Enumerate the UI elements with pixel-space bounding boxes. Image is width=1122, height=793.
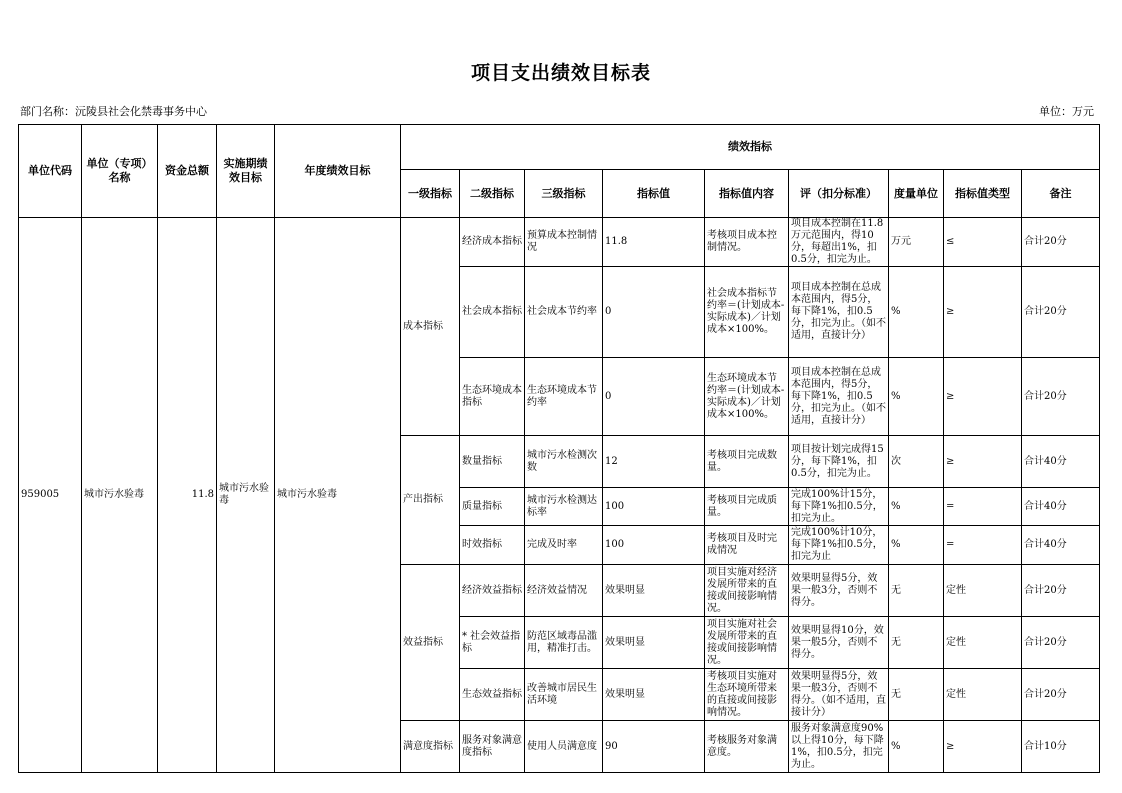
value-type-cell: =	[944, 526, 1022, 565]
header-measure-unit: 度量单位	[889, 170, 944, 218]
value-cell: 0	[603, 358, 705, 436]
level1-cell: 满意度指标	[401, 721, 460, 773]
value-type-cell: 定性	[944, 669, 1022, 721]
header-level1: 一级指标	[401, 170, 460, 218]
header-total-fund: 资金总额	[158, 125, 217, 218]
value-cell: 效果明显	[603, 669, 705, 721]
header-content: 指标值内容	[705, 170, 789, 218]
level1-cell: 产出指标	[401, 436, 460, 565]
header-unit-name: 单位（专项）名称	[82, 125, 158, 218]
level2-cell: 经济成本指标	[460, 218, 525, 267]
value-type-cell: ≥	[944, 721, 1022, 773]
criteria-cell: 项目成本控制在总成本范围内，得5分，每下降1%，扣0.5分，扣完为止。（如不适用，直接计分）	[789, 267, 889, 358]
remark-cell: 合计20分	[1022, 267, 1100, 358]
content-cell: 考核项目完成质量。	[705, 488, 789, 526]
criteria-cell: 项目成本控制在11.8万元范围内，得10分，每超出1%，扣0.5分，扣完为止。	[789, 218, 889, 267]
level2-cell: 数量指标	[460, 436, 525, 488]
remark-cell: 合计20分	[1022, 565, 1100, 617]
content-cell: 考核项目成本控制情况。	[705, 218, 789, 267]
level2-cell: 时效指标	[460, 526, 525, 565]
level3-cell: 经济效益情况	[525, 565, 603, 617]
page-title: 项目支出绩效目标表	[470, 62, 651, 84]
level3-cell: 城市污水检测达标率	[525, 488, 603, 526]
content-cell: 生态环境成本节约率＝(计划成本-实际成本)／计划成本×100%。	[705, 358, 789, 436]
header-period-goal: 实施期绩效目标	[217, 125, 275, 218]
level3-cell: 改善城市居民生活环境	[525, 669, 603, 721]
criteria-cell: 项目按计划完成得15分，每下降1%，扣0.5分，扣完为止。	[789, 436, 889, 488]
remark-cell: 合计10分	[1022, 721, 1100, 773]
annual-goal-cell: 城市污水验毒	[275, 218, 401, 773]
header-unit-code: 单位代码	[19, 125, 82, 218]
content-cell: 考核项目完成数量。	[705, 436, 789, 488]
value-cell: 100	[603, 526, 705, 565]
measure-unit-cell: %	[889, 526, 944, 565]
header-level3: 三级指标	[525, 170, 603, 218]
header-performance: 绩效指标	[401, 125, 1100, 170]
content-cell: 考核服务对象满意度。	[705, 721, 789, 773]
criteria-cell: 服务对象满意度90%以上得10分，每下降1%，扣0.5分，扣完为止。	[789, 721, 889, 773]
measure-unit-cell: 无	[889, 669, 944, 721]
performance-target-table	[18, 124, 1100, 773]
value-cell: 效果明显	[603, 617, 705, 669]
remark-cell: 合计20分	[1022, 617, 1100, 669]
value-type-cell: =	[944, 488, 1022, 526]
level2-cell: 质量指标	[460, 488, 525, 526]
measure-unit-cell: 万元	[889, 218, 944, 267]
value-type-cell: 定性	[944, 617, 1022, 669]
measure-unit-cell: %	[889, 267, 944, 358]
remark-cell: 合计40分	[1022, 488, 1100, 526]
measure-unit-cell: %	[889, 721, 944, 773]
criteria-cell: 效果明显得5分，效果一般3分，否则不得分。	[789, 565, 889, 617]
value-type-cell: ≥	[944, 358, 1022, 436]
header-value: 指标值	[603, 170, 705, 218]
department-name: 部门名称：沅陵县社会化禁毒事务中心	[20, 105, 207, 118]
measure-unit-cell: 无	[889, 565, 944, 617]
level2-cell: 经济效益指标	[460, 565, 525, 617]
level3-cell: 城市污水检测次数	[525, 436, 603, 488]
value-type-cell: ≥	[944, 267, 1022, 358]
value-cell: 11.8	[603, 218, 705, 267]
level2-cell: 社会成本指标	[460, 267, 525, 358]
value-cell: 0	[603, 267, 705, 358]
value-type-cell: ≤	[944, 218, 1022, 267]
measure-unit-cell: 无	[889, 617, 944, 669]
content-cell: 项目实施对社会发展所带来的直接或间接影响情况。	[705, 617, 789, 669]
unit-label: 单位：万元	[1039, 105, 1094, 118]
remark-cell: 合计40分	[1022, 436, 1100, 488]
value-cell: 90	[603, 721, 705, 773]
period-goal-cell: 城市污水验毒	[217, 218, 275, 773]
level3-cell: 防范区域毒品滥用，精准打击。	[525, 617, 603, 669]
remark-cell: 合计20分	[1022, 218, 1100, 267]
level3-cell: 使用人员满意度	[525, 721, 603, 773]
value-cell: 效果明显	[603, 565, 705, 617]
level2-cell: * 社会效益指标	[460, 617, 525, 669]
content-cell: 社会成本指标节约率＝(计划成本-实际成本)／计划成本×100%。	[705, 267, 789, 358]
table-row	[19, 218, 1100, 267]
remark-cell: 合计40分	[1022, 526, 1100, 565]
value-type-cell: 定性	[944, 565, 1022, 617]
measure-unit-cell: %	[889, 488, 944, 526]
unit-code-cell: 959005	[19, 218, 82, 773]
header-annual-goal: 年度绩效目标	[275, 125, 401, 218]
criteria-cell: 项目成本控制在总成本范围内，得5分，每下降1%，扣0.5分，扣完为止。（如不适用，直接计分）	[789, 358, 889, 436]
level3-cell: 社会成本节约率	[525, 267, 603, 358]
level1-cell: 成本指标	[401, 218, 460, 436]
value-type-cell: ≥	[944, 436, 1022, 488]
level2-cell: 服务对象满意度指标	[460, 721, 525, 773]
header-criteria: 评（扣分标准）	[789, 170, 889, 218]
value-cell: 100	[603, 488, 705, 526]
level3-cell: 完成及时率	[525, 526, 603, 565]
content-cell: 考核项目及时完成情况	[705, 526, 789, 565]
level1-cell: 效益指标	[401, 565, 460, 721]
level2-cell: 生态效益指标	[460, 669, 525, 721]
unit-name-cell: 城市污水验毒	[82, 218, 158, 773]
criteria-cell: 效果明显得5分，效果一般3分，否则不得分。（如不适用，直接计分）	[789, 669, 889, 721]
criteria-cell: 完成100%计15分，每下降1%扣0.5分，扣完为止。	[789, 488, 889, 526]
header-level2: 二级指标	[460, 170, 525, 218]
level3-cell: 生态环境成本节约率	[525, 358, 603, 436]
header-remark: 备注	[1022, 170, 1100, 218]
criteria-cell: 效果明显得10分，效果一般5分，否则不得分。	[789, 617, 889, 669]
value-cell: 12	[603, 436, 705, 488]
level3-cell: 预算成本控制情况	[525, 218, 603, 267]
total-fund-cell: 11.8	[158, 218, 217, 773]
remark-cell: 合计20分	[1022, 358, 1100, 436]
content-cell: 项目实施对经济发展所带来的直接或间接影响情况。	[705, 565, 789, 617]
level2-cell: 生态环境成本指标	[460, 358, 525, 436]
measure-unit-cell: %	[889, 358, 944, 436]
content-cell: 考核项目实施对生态环境所带来的直接或间接影响情况。	[705, 669, 789, 721]
header-value-type: 指标值类型	[944, 170, 1022, 218]
measure-unit-cell: 次	[889, 436, 944, 488]
remark-cell: 合计20分	[1022, 669, 1100, 721]
criteria-cell: 完成100%计10分，每下降1%扣0.5分，扣完为止	[789, 526, 889, 565]
